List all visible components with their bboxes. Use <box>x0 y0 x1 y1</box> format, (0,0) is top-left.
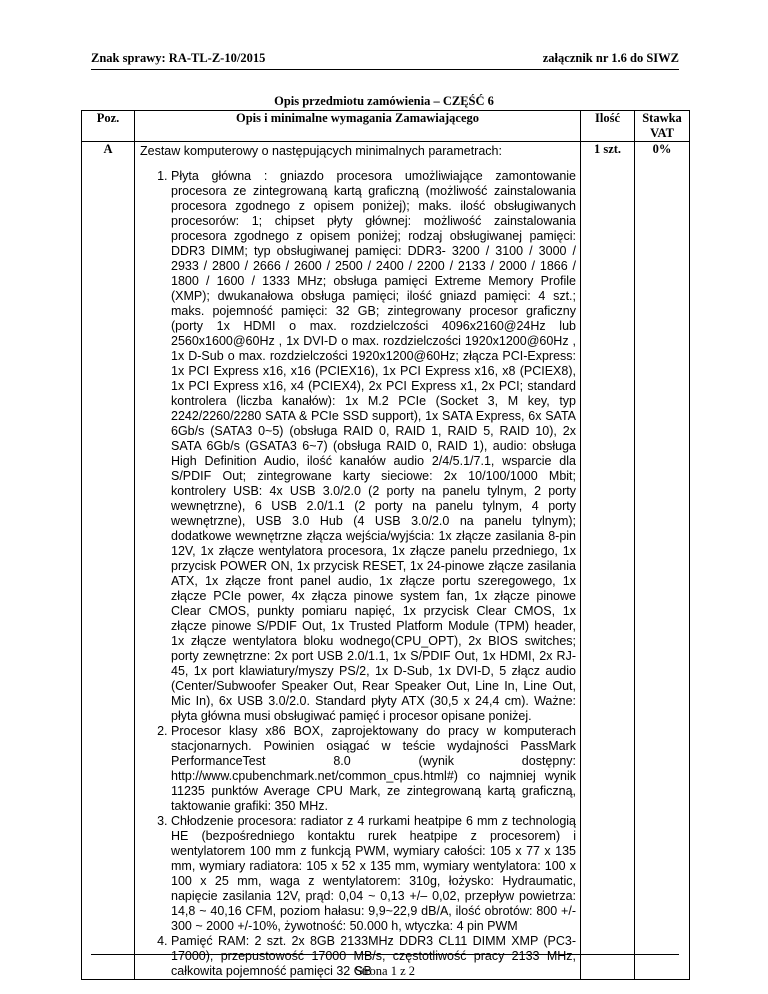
table-row <box>82 142 690 980</box>
header-vat-line1: Stawka <box>642 111 682 125</box>
document-title: Opis przedmiotu zamówienia – CZĘŚĆ 6 <box>274 94 494 108</box>
list-item: 2. Procesor klasy x86 BOX, zaprojektowany do pracy w komputerach stacjonarnych. Powinien osiągać w teście wydajności PassMark PerformanceTest 8.0 (wynik dostępny: http://www.cpubenchmark.net/common_cpus.html#) co najmniej wynik 11235 punktów Average CPU Mark, ze zintegrowaną kartą graficzną, taktowanie grafiki: 350 MHz. <box>171 724 576 814</box>
list-item: 4. Pamięć RAM: 2 szt. 2x 8GB 2133MHz DDR3 CL11 DIMM XMP (PC3-17000), przepustowość 17000 MB/s, częstotliwość pracy 2133 MHz, całkowita pojemność pamięci 32 GB <box>171 934 576 979</box>
header-vat-line2: VAT <box>650 126 674 140</box>
header-description: Opis i minimalne wymagania Zamawiającego <box>135 111 581 142</box>
header-quantity: Ilość <box>581 111 635 142</box>
row-description <box>135 142 581 980</box>
list-item: 1. Płyta główna : gniazdo procesora umożliwiające zamontowanie procesora ze zintegrowaną kartą graficzną (możliwość zainstalowania procesora zgodnego z opisem poniżej); maks. ilość obsługiwanych procesorów: 1; chipset płyty głównej: możliwość zainstalowania procesora zgodnego z opisem poniżej; rodzaj obsługiwanej pamięci: DDR3 DIMM; typ obsługiwanej pamięci: DDR3- 3200 / 3100 / 3000 / 2933 / 2800 / 2666 / 2600 / 2500 / 2400 / 2200 / 2133 / 2000 / 1866 / 1800 / 1600 / 1333 MHz; obsługa pamięci Extreme Memory Profile (XMP); dwukanałowa obsługa pamięci; ilość gniazd pamięci: 4 szt.; maks. pojemność pamięci: 32 GB; zintegrowany procesor graficzny (porty 1x HDMI o max. rozdzielczości 4096x2160@24Hz lub 2560x1600@60Hz , 1x DVI-D o max. rozdzielczości 1920x1200@60Hz , 1x D-Sub o max. rozdzielczości 1920x1200@60Hz; złącza PCI-Express: 1x PCI Express x16, x16 (PCIEX16), 1x PCI Express x16, x8 (PCIEX8), 1x PCI Express x16, x4 (PCIEX4), 2x PCI Express x1, 2x PCI; standard kontrolera (liczba kanałów): 1x M.2 PCIe (Socket 3, M key, typ 2242/2260/2280 SATA & PCIe SSD support), 1x SATA Express, 6x SATA 6Gb/s (SATA3 0~5) (obsługa RAID 0, RAID 1, RAID 5, RAID 10), 2x SATA 6Gb/s (GSATA3 6~7) (obsługa RAID 0, RAID 1), audio: obsługa High Definition Audio, ilość kanałów audio 2/4/5.1/7.1, wsparcie dla S/PDIF Out; zintegrowane karty sieciowe: 2x 10/100/1000 Mbit; kontrolery USB: 4x USB 3.0/2.0 (2 porty na panelu tylnym, 2 porty wewnętrzne), 6 USB 2.0/1.1 (2 porty na panelu tylnym, 4 porty wewnętrzne), USB 3.0 Hub (4 USB 3.0/2.0 na panelu tylnym); dodatkowe wewnętrzne złącza wejścia/wyjścia: 1x złącze zasilania 8-pin 12V, 1x złącze wentylatora procesora, 1x złącze panelu przedniego, 1x przycisk POWER ON, 1x przycisk RESET, 1x 24-pinowe złącze zasilania ATX, 1x złącze front panel audio, 1x złącze portu szeregowego, 1x złącze PCIe power, 4x złącza pinowe system fan, 1x złącze pinowe Clear CMOS, punkty pomiaru napięć, 1x przycisk Clear CMOS, 1x złącze pinowe S/PDIF Out, 1x Trusted Platform Module (TPM) header, 1x złącze wentylatora bloku wodnego(CPU_OPT), 2x BIOS switches; porty zewnętrzne: 2x port USB 2.0/1.1, 1x S/PDIF Out, 1x HDMI, 2x RJ-45, 1x port klawiatury/myszy PS/2, 1x D-Sub, 1x DVI-D, 5 złącz audio (Center/Subwoofer Speaker Out, Rear Speaker Out, Line In, Line Out, Mic In), 6x USB 3.0/2.0. Standard płyty ATX (30,5 x 24,4 cm). Ważne: płyta główna musi obsługiwać pamięć i procesor opisane poniżej. <box>171 169 576 724</box>
specification-table <box>81 110 690 980</box>
page-header <box>91 51 679 70</box>
row-intro: Zestaw komputerowy o następujących minimalnych parametrach: <box>140 144 502 158</box>
row-quantity: 1 szt. <box>581 142 635 980</box>
header-poz: Poz. <box>82 111 135 142</box>
case-number: Znak sprawy: RA-TL-Z-10/2015 <box>91 51 266 65</box>
header-vat <box>635 111 690 142</box>
attachment-number: załącznik nr 1.6 do SIWZ <box>542 51 679 65</box>
list-item: 3. Chłodzenie procesora: radiator z 4 rurkami heatpipe 6 mm z technologią HE (bezpośredniego kontaktu rurek heatpipe z procesorem) i wentylatorem 100 mm z funkcją PWM, wymiary całości: 105 x 77 x 135 mm, wymiary radiatora: 105 x 52 x 135 mm, wymiary wentylatora: 100 x 100 x 25 mm, waga z wentylatorem: 310g, łożysko: Hydraumatic, napięcie zasilania 12V, prąd: 0,04 ~ 0,13 +/– 0,02, przepływ powietrza: 14,8 ~ 40,16 CFM, poziom hałasu: 9,9~22,9 dB/A, ilość obrotów: 800 +/- 300 ~ 2000 +/-10%, żywotność: 50.000 h, wtyczka: 4 pin PWM <box>171 814 576 934</box>
row-vat: 0% <box>635 142 690 980</box>
page-footer: Strona 1 z 2 <box>91 954 679 979</box>
table-header-row <box>82 111 690 142</box>
requirements-list <box>135 169 576 979</box>
row-poz: A <box>82 142 135 980</box>
